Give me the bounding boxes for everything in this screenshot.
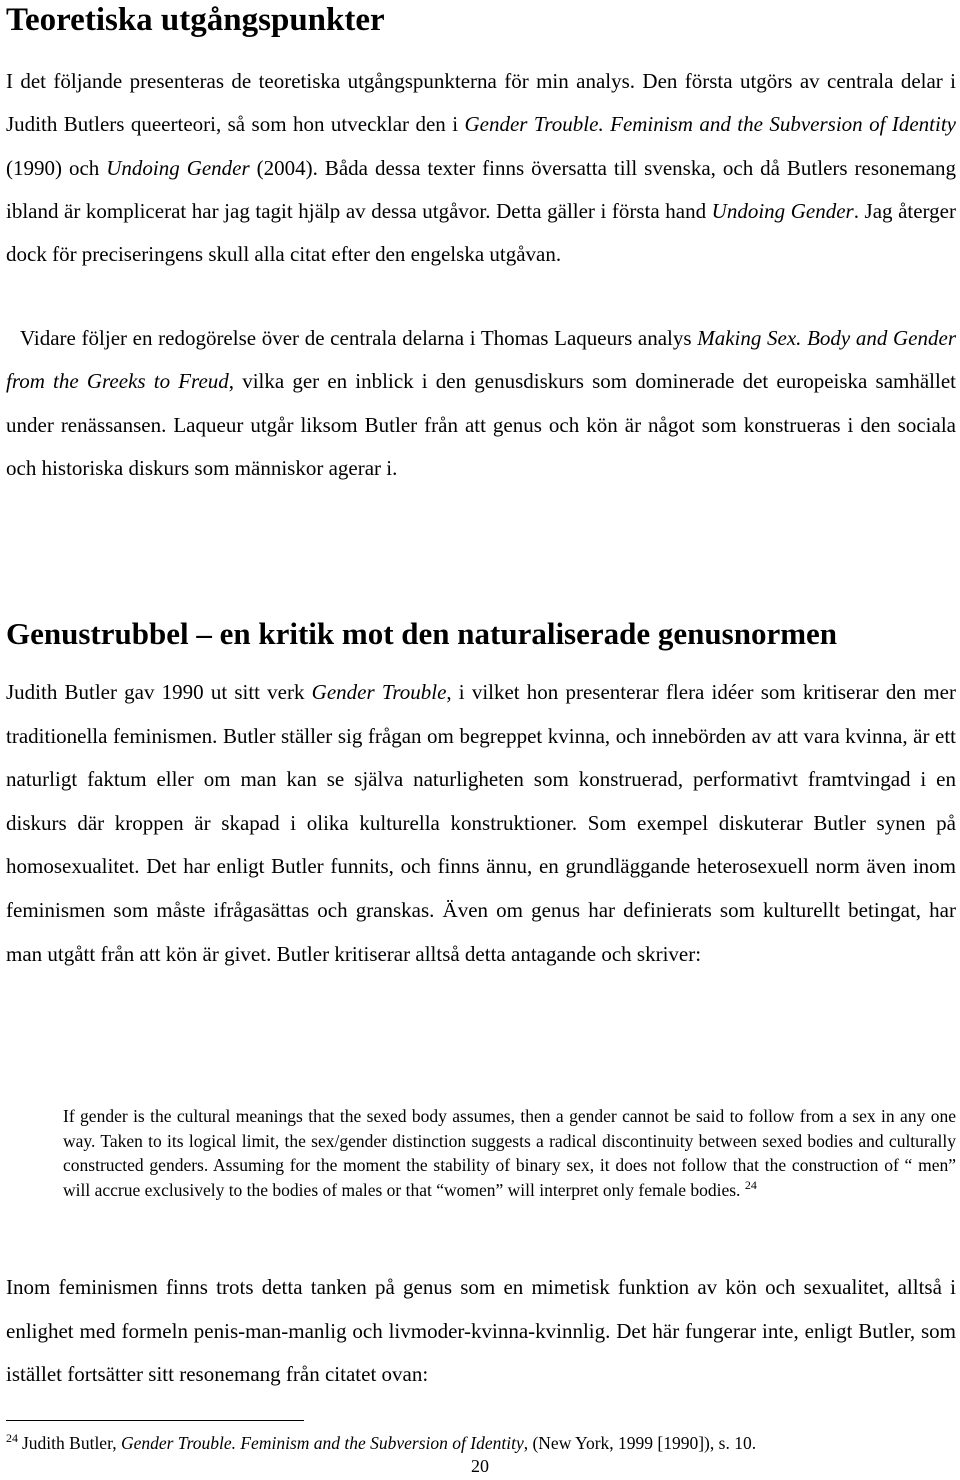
paragraph-intro: I det följande presenteras de teoretiska utgångspunkterna för min analys. Den första utgörs av centrala delar i Judith Butlers queerteori, så som hon utvecklar den i Gender Trouble. Feminism and the Subversion of Identity (1990) och Undoing Gender (2004). Båda dessa texter finns översatta till svenska, och då Butlers resonemang ibland är komplicerat har jag tagit hjälp av dessa utgåvor. Detta gäller i första hand Undoing Gender. Jag återger dock för preciseringens skull alla citat efter den engelska utgåvan. bbox=[6, 69, 957, 267]
footnote: $^{24}$ Judith Butler, Gender Trouble. Feminism and the Subversion of Identity, (New York, 1999 [1990]), s. 10. bbox=[6, 1431, 757, 1453]
footnote-divider bbox=[6, 1420, 304, 1421]
book-title: Undoing Gender bbox=[711, 198, 854, 223]
block-quote: If gender is the cultural meanings that the sexed body assumes, then a gender cannot be said to follow from a sex in any one way. Taken to its logical limit, the sex/gender distinction suggests a radical discontinuity between sexed bodies and culturally constructed genders. Assuming for the moment the stability of binary sex, it does not follow that the construction of “ men” will accrue exclusively to the bodies of males or that “women” will interpret only female bodies. $^{24}$ bbox=[63, 1106, 956, 1200]
paragraph-genustrubbel: Judith Butler gav 1990 ut sitt verk Gender Trouble, i vilket hon presenterar flera idéer som kritiserar den mer traditionella feminismen. Butler ställer sig frågan om begreppet kvinna, och innebörden av att vara kvinna, är ett naturligt faktum eller om man kan se själva naturligheten som konstruerad, performativt framtvingad i en diskurs där kroppen är skapad i olika kulturella konstruktioner. Som exempel diskuterar Butler synen på homosexualitet. Det har enligt Butler funnits, och finns ännu, en grundläggande heterosexuell norm även inom feminismen som måste ifrågasättas och granskas. Även om genus har definierats som kulturellt betingat, har man utgått från att kön är givet. Butler kritiserar alltså detta antagande och skriver: bbox=[6, 680, 956, 966]
footnote-reference[interactable]: 24 bbox=[744, 1177, 757, 1192]
book-title: Gender Trouble bbox=[311, 680, 447, 704]
paragraph-mimetic: Inom feminismen finns trots detta tanken på genus som en mimetisk funktion av kön och sexualitet, alltså i enlighet med formeln penis-man-manlig och livmoder-kvinna-kvinnlig. Det här fungerar inte, enligt Butler, som istället fortsätter sitt resonemang från citatet ovan: bbox=[6, 1275, 956, 1387]
book-title: Gender Trouble. Feminism and the Subversion of Identity bbox=[120, 1433, 524, 1453]
book-title: Gender Trouble. Feminism and the Subversion of Identity bbox=[464, 112, 956, 137]
book-title: Undoing Gender bbox=[106, 155, 250, 180]
footnote-number: 24 bbox=[6, 1431, 18, 1446]
book-title: Making Sex. Body and Gender from the Greeks to Freud bbox=[6, 326, 956, 394]
page-number: 20 bbox=[471, 1456, 489, 1476]
subsection-heading: Genustrubbel – en kritik mot den naturaliserade genusnormen bbox=[6, 616, 838, 651]
section-heading: Teoretiska utgångspunkter bbox=[6, 2, 385, 38]
paragraph-laqueur: Vidare följer en redogörelse över de centrala delarna i Thomas Laqueurs analys Making Sex. Body and Gender from the Greeks to Freud, vilka ger en inblick i den genusdiskurs som dominerade det europeiska samhället under renässansen. Laqueur utgår liksom Butler från att genus och kön är något som konstrueras i den sociala och historiska diskurs som människor agerar i. bbox=[6, 326, 956, 480]
